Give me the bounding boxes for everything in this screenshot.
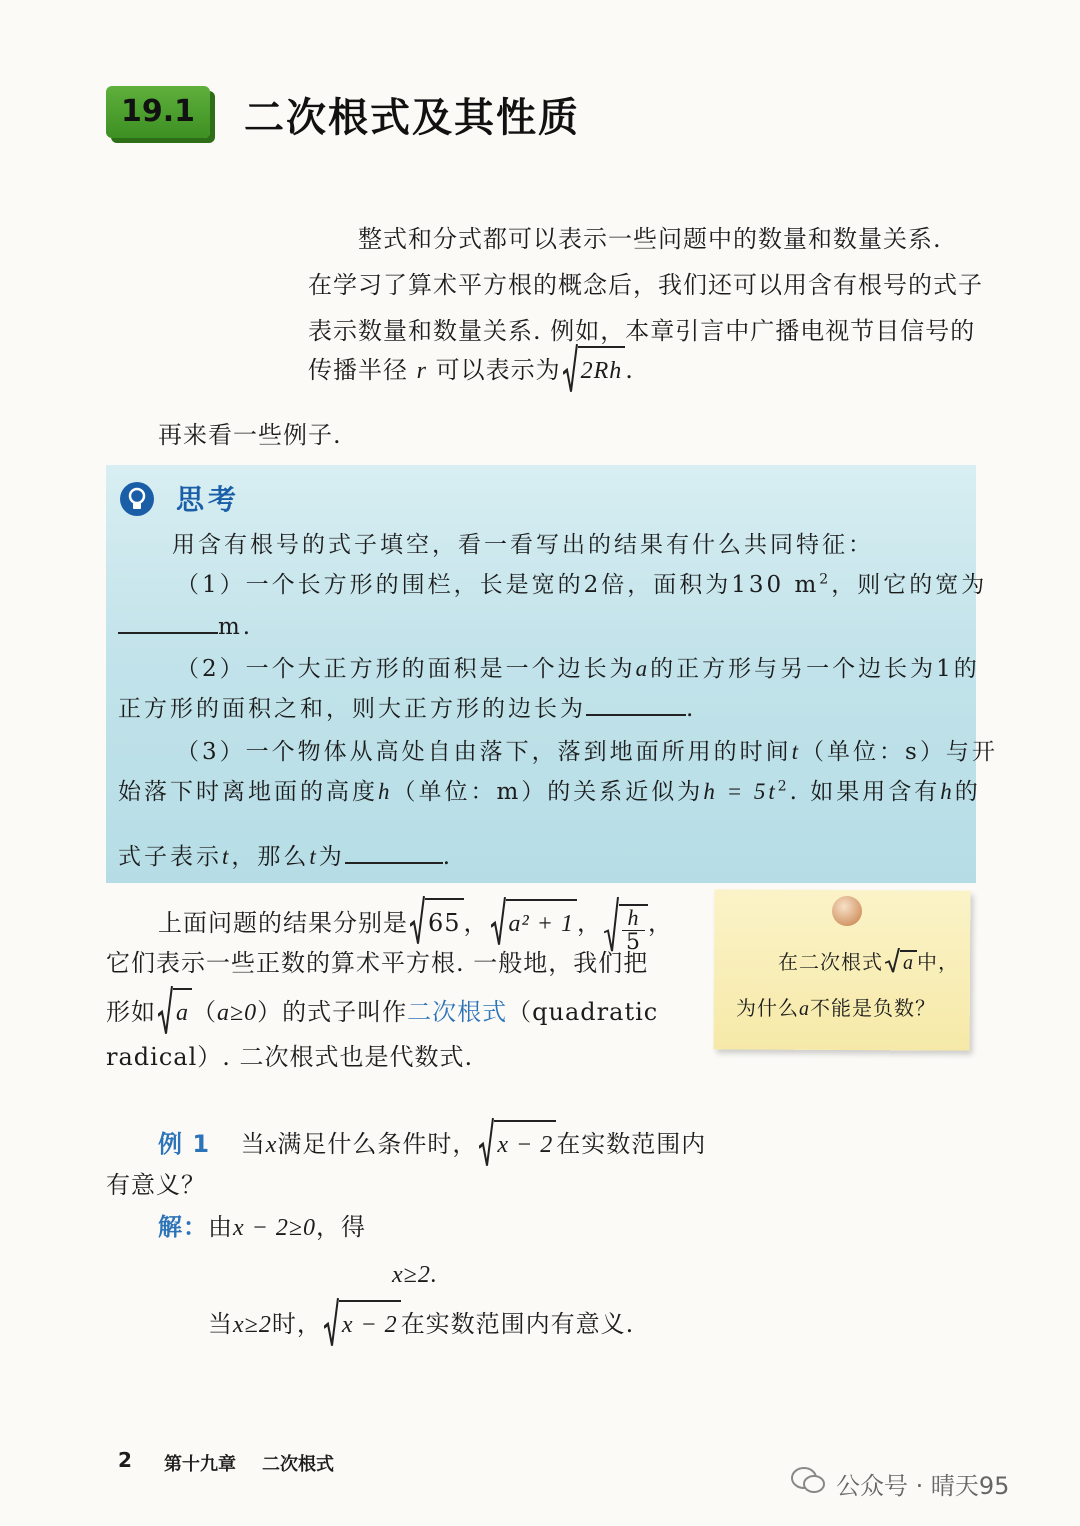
term-quadratic-radical: 二次根式 xyxy=(407,998,508,1026)
sqrt-2Rh: 2Rh xyxy=(563,346,626,395)
think-title: 思考 xyxy=(176,483,241,516)
lightbulb-icon xyxy=(120,482,154,516)
example1-solution: 解：由x − 2≥0，得 xyxy=(158,1213,367,1241)
intro-line-2: 在学习了算术平方根的概念后，我们还可以用含有根号的式子 xyxy=(308,271,983,299)
wechat-icon xyxy=(790,1466,826,1496)
fraction-numerator: h xyxy=(627,905,640,930)
footer-chapter-title: 二次根式 xyxy=(262,1454,334,1475)
sqrt-65: 65 xyxy=(410,898,464,947)
think-q1-line1: （1）一个长方形的围栏，长是宽的2倍，面积为130 $m^2$，则它的宽为 xyxy=(176,571,988,598)
intro-line-3: 表示数量和数量关系. 例如，本章引言中广播电视节目信号的 xyxy=(308,317,976,345)
answer-blank-1[interactable] xyxy=(118,608,218,634)
footer-chapter: 第十九章 xyxy=(164,1454,236,1475)
examples-intro: 再来看一些例子. xyxy=(158,421,342,449)
answer-blank-2[interactable] xyxy=(586,690,686,716)
note-line-1: 在二次根式 a 中， xyxy=(778,950,959,974)
example1-label: 例 1 xyxy=(158,1130,211,1158)
solution-label: 解： xyxy=(158,1213,208,1241)
intro-line-4: 传播半径 r 可以表示为 2Rh . xyxy=(308,346,634,395)
think-q1-line2: m. xyxy=(118,608,253,640)
example1-conclusion: 当x≥2时， x − 2 在实数范围内有意义. xyxy=(208,1300,634,1349)
results-line-2: 它们表示一些正数的算术平方根. 一般地，我们把 xyxy=(106,949,649,977)
results-line-3: 形如 a （a≥0）的式子叫作二次根式（quadratic xyxy=(106,988,658,1037)
sqrt-x-minus-2-conclusion: x − 2 xyxy=(324,1300,401,1349)
think-q3-line1: （3）一个物体从高处自由落下，落到地面所用的时间t（单位：s）与开 xyxy=(176,739,998,765)
sqrt-a: a xyxy=(158,988,192,1037)
example1-question: 例 1 当x满足什么条件时， x − 2 在实数范围内 xyxy=(158,1120,706,1169)
page-number: 2 xyxy=(118,1448,132,1472)
example1-result: x≥2. xyxy=(392,1262,438,1288)
think-q2-line1: （2）一个大正方形的面积是一个边长为a的正方形与另一个边长为1的 xyxy=(176,656,980,682)
fraction-denominator: 5 xyxy=(622,930,645,955)
section-title: 二次根式及其性质 xyxy=(244,95,580,141)
think-q3-line2: 始落下时离地面的高度h（单位：m）的关系近似为$h = 5t^2$. 如果用含有h的 xyxy=(118,778,981,805)
think-lead: 用含有根号的式子填空，看一看写出的结果有什么共同特征： xyxy=(172,532,874,558)
note-sqrt-a: a xyxy=(885,950,917,975)
pushpin-icon xyxy=(832,896,862,926)
sqrt-a2-plus-1: a² + 1 xyxy=(491,899,577,948)
think-q3-line3: 式子表示t，那么t为 . xyxy=(118,838,453,871)
answer-blank-3[interactable] xyxy=(345,838,443,864)
intro-line-1: 整式和分式都可以表示一些问题中的数量和数量关系. xyxy=(358,225,942,253)
results-line-4: radical）. 二次根式也是代数式. xyxy=(106,1043,474,1071)
results-line-1: 上面问题的结果分别是 65 ， a² + 1 ， $\frac{h}{5}$ ， xyxy=(158,894,673,955)
think-q2-line2: 正方形的面积之和，则大正方形的边长为 . xyxy=(118,690,696,723)
note-line-2: 为什么a不能是负数？ xyxy=(736,996,936,1020)
sqrt-x-minus-2: x − 2 xyxy=(479,1120,556,1169)
watermark-text: 公众号 · 晴天95 xyxy=(836,1472,1010,1500)
example1-question-end: 有意义？ xyxy=(106,1171,206,1199)
section-number-badge: 19.1 xyxy=(106,86,210,138)
